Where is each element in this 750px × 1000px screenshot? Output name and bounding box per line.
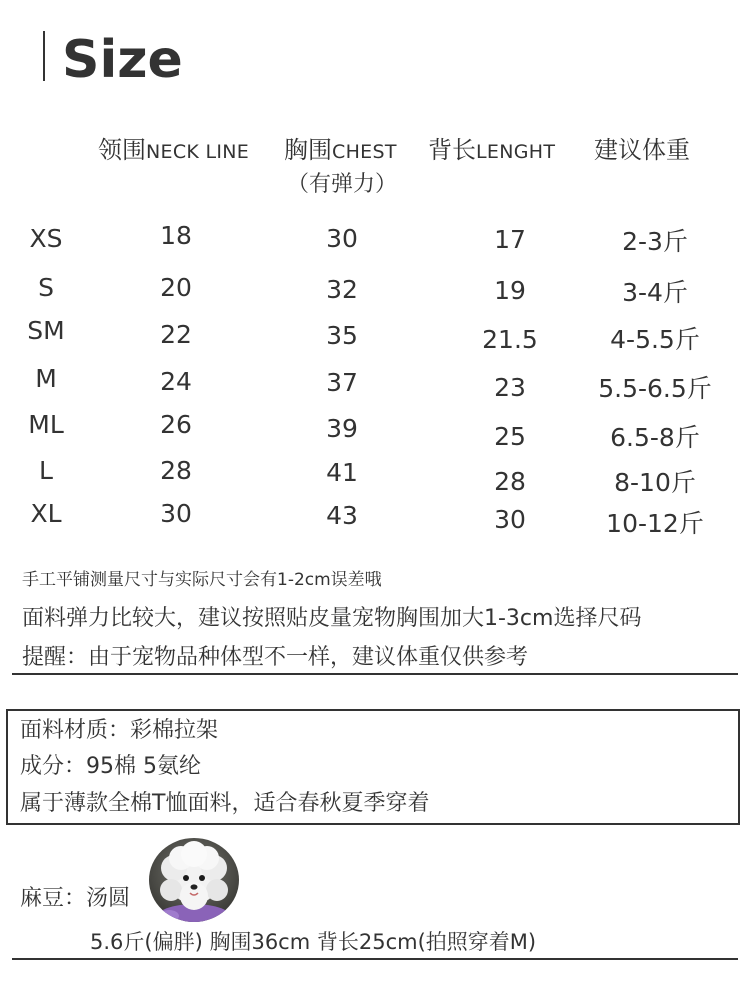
- cell-back-sm: 21.5: [482, 325, 538, 354]
- cell-neck-s: 20: [160, 273, 192, 302]
- header-chest: [284, 134, 397, 168]
- cell-chest-xl: 43: [326, 501, 358, 530]
- cell-neck-l: 28: [160, 456, 192, 485]
- cell-back-m: 23: [494, 373, 526, 402]
- cell-back-l: 28: [494, 467, 526, 496]
- cell-weight-sm: 4-5.5斤: [610, 325, 700, 354]
- header-weight: [594, 134, 690, 166]
- cell-neck-sm: 22: [160, 320, 192, 349]
- cell-neck-m: 24: [160, 367, 192, 396]
- cell-chest-m: 37: [326, 368, 358, 397]
- title-accent-bar: [43, 31, 45, 81]
- header-neck: [98, 134, 249, 168]
- header-chest-sub: （有弹力）: [287, 172, 398, 197]
- material-description: 属于薄款全棉T恤面料，适合春秋夏季穿着: [20, 791, 430, 816]
- cell-back-ml: 25: [494, 422, 526, 451]
- divider-bottom: [12, 958, 738, 960]
- cell-neck-ml: 26: [160, 410, 192, 439]
- header-neck-cn: 领围: [98, 136, 146, 164]
- cell-size-l: L: [39, 456, 53, 485]
- poodle-photo-icon: [149, 838, 239, 922]
- cell-back-s: 19: [494, 276, 526, 305]
- cell-neck-xs: 18: [160, 221, 192, 250]
- header-back: [428, 134, 555, 168]
- cell-chest-l: 41: [326, 458, 358, 487]
- cell-chest-xs: 30: [326, 224, 358, 253]
- cell-back-xl: 30: [494, 505, 526, 534]
- header-weight-cn: 建议体重: [594, 136, 690, 164]
- header-back-en: LENGHT: [476, 141, 556, 163]
- cell-size-xl: XL: [30, 499, 62, 528]
- header-neck-en: NECK LINE: [146, 141, 250, 163]
- header-back-cn: 背长: [428, 136, 476, 164]
- cell-size-sm: SM: [27, 316, 65, 345]
- header-chest-cn: 胸围: [284, 136, 332, 164]
- cell-weight-ml: 6.5-8斤: [610, 423, 700, 452]
- cell-back-xs: 17: [494, 225, 526, 254]
- cell-weight-xl: 10-12斤: [606, 509, 704, 538]
- cell-weight-l: 8-10斤: [614, 468, 696, 497]
- material-box: [6, 709, 740, 825]
- material-composition: 成分：95棉 5氨纶: [20, 754, 201, 779]
- model-info: 5.6斤(偏胖) 胸围36cm 背长25cm(拍照穿着M): [90, 930, 537, 954]
- note-reminder: 提醒：由于宠物品种体型不一样，建议体重仅供参考: [22, 645, 529, 670]
- cell-weight-xs: 2-3斤: [622, 227, 688, 256]
- cell-size-s: S: [38, 273, 54, 302]
- cell-chest-ml: 39: [326, 414, 358, 443]
- cell-size-xs: XS: [29, 224, 63, 253]
- cell-neck-xl: 30: [160, 499, 192, 528]
- cell-chest-s: 32: [326, 275, 358, 304]
- cell-chest-sm: 35: [326, 321, 358, 350]
- cell-weight-m: 5.5-6.5斤: [598, 374, 712, 403]
- model-label: 麻豆：汤圆: [20, 886, 131, 911]
- cell-weight-s: 3-4斤: [622, 278, 688, 307]
- note-elastic: 面料弹力比较大，建议按照贴皮量宠物胸围加大1-3cm选择尺码: [22, 606, 642, 631]
- cell-size-ml: ML: [28, 410, 64, 439]
- page-title: Size: [62, 30, 183, 90]
- divider-top: [12, 673, 738, 675]
- cell-size-m: M: [35, 364, 57, 393]
- header-chest-en: CHEST: [332, 141, 397, 163]
- note-measure: 手工平铺测量尺寸与实际尺寸会有1-2cm误差哦: [22, 570, 382, 590]
- material-fabric: 面料材质：彩棉拉架: [20, 718, 219, 743]
